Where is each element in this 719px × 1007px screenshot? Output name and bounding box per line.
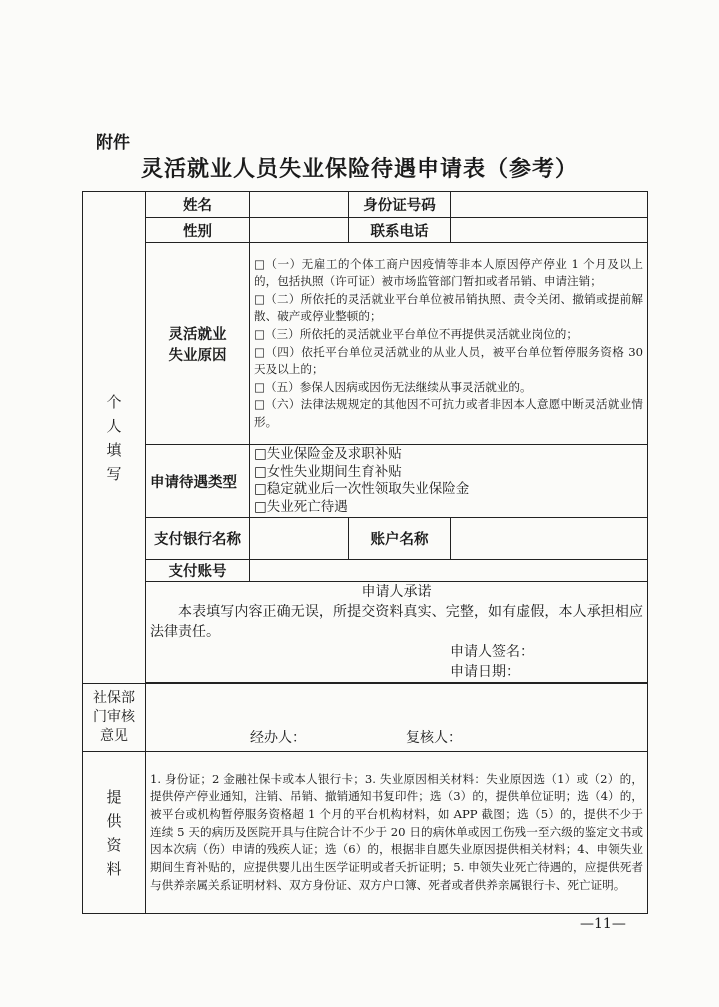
phone-field[interactable]: [451, 218, 648, 243]
reason-option[interactable]: □（一）无雇工的个体工商户因疫情等非本人原因停产停业 1 个月及以上的，包括执照（许可证）被市场监管部门暂扣或者吊销、申请注销；: [254, 256, 643, 289]
section-documents: 提供资料: [83, 752, 146, 914]
handler-label: 经办人：: [250, 730, 306, 746]
attachment-label: 附件: [96, 133, 130, 153]
name-field[interactable]: [250, 192, 349, 218]
account-number-field[interactable]: [250, 560, 648, 582]
application-date-label[interactable]: 申请日期：: [450, 664, 520, 680]
reason-option[interactable]: □（二）所依托的灵活就业平台单位被吊销执照、责令关闭、撤销或提前解散、破产或停业整顿的；: [254, 291, 643, 324]
id-number-field[interactable]: [451, 192, 648, 218]
applicant-pledge: [146, 582, 648, 683]
benefit-option[interactable]: □稳定就业后一次性领取失业保险金: [254, 481, 470, 497]
reason-option[interactable]: □（四）依托平台单位灵活就业的从业人员，被平台单位暂停服务资格 30 天及以上的；: [254, 344, 643, 377]
reason-option[interactable]: □（三）所依托的灵活就业平台单位不再提供灵活就业岗位的；: [254, 326, 578, 341]
page-number: —11—: [580, 916, 626, 932]
application-form: [82, 191, 648, 914]
phone-label: 联系电话: [349, 218, 451, 243]
id-number-label: 身份证号码: [349, 192, 451, 218]
name-label: 姓名: [146, 192, 250, 218]
benefit-option[interactable]: □失业保险金及求职补贴: [254, 446, 402, 462]
account-name-field[interactable]: [451, 518, 648, 560]
signature-label[interactable]: 申请人签名：: [450, 644, 534, 660]
audit-opinion-area[interactable]: [146, 684, 648, 752]
benefit-type-label: 申请待遇类型: [146, 445, 250, 518]
account-number-label: 支付账号: [146, 560, 250, 582]
unemployment-reason-label: 灵活就业失业原因: [146, 243, 250, 445]
reason-option[interactable]: □（五）参保人因病或因伤无法继续从事灵活就业的。: [254, 379, 532, 394]
section-audit: 社保部门审核意见: [83, 684, 146, 752]
unemployment-reason-options[interactable]: [250, 243, 648, 445]
required-documents-text: 1. 身份证；2 金融社保卡或本人银行卡；3. 失业原因相关材料：失业原因选（1）或（2）的，提供停产停业通知，注销、吊销、撤销通知书复印件；选（3）的，提供单位证明；选（4）的，被平台或机构暂停服务资格超 1 个月的平台机构材料，如 APP 截图；选（5）的，提供不少于连续 5 天的病历及医院开具与住院合计不少于 20 日的病休单或因工伤残一至六级的鉴定文书或因本次病（伤）申请的残疾人证；选（6）的，根据非自愿失业原因提供相关材料；4、申领失业期间生育补贴的，应提供婴儿出生医学证明或者夭折证明；5. 申领失业死亡待遇的，应提供死者与供养亲属关系证明材料、双方身份证、双方户口簿、死者或者供养亲属银行卡、死亡证明。: [146, 752, 648, 914]
gender-field[interactable]: [250, 218, 349, 243]
reviewer-label: 复核人：: [406, 730, 462, 746]
bank-name-label: 支付银行名称: [146, 518, 250, 560]
account-name-label: 账户名称: [349, 518, 451, 560]
bank-name-field[interactable]: [250, 518, 349, 560]
pledge-heading: 申请人承诺: [361, 584, 432, 600]
benefit-option[interactable]: □女性失业期间生育补贴: [254, 463, 402, 480]
section-personal: 个人填写: [83, 192, 146, 684]
gender-label: 性别: [146, 218, 250, 243]
benefit-type-options[interactable]: [250, 445, 648, 518]
reason-option[interactable]: □（六）法律法规规定的其他因不可抗力或者非因本人意愿中断灵活就业情形。: [254, 397, 643, 429]
pledge-body: 本表填写内容正确无误，所提交资料真实、完整，如有虚假，本人承担相应法律责任。: [150, 604, 643, 640]
benefit-option[interactable]: □失业死亡待遇: [254, 498, 348, 515]
page-title: 灵活就业人员失业保险待遇申请表（参考）: [140, 156, 578, 182]
